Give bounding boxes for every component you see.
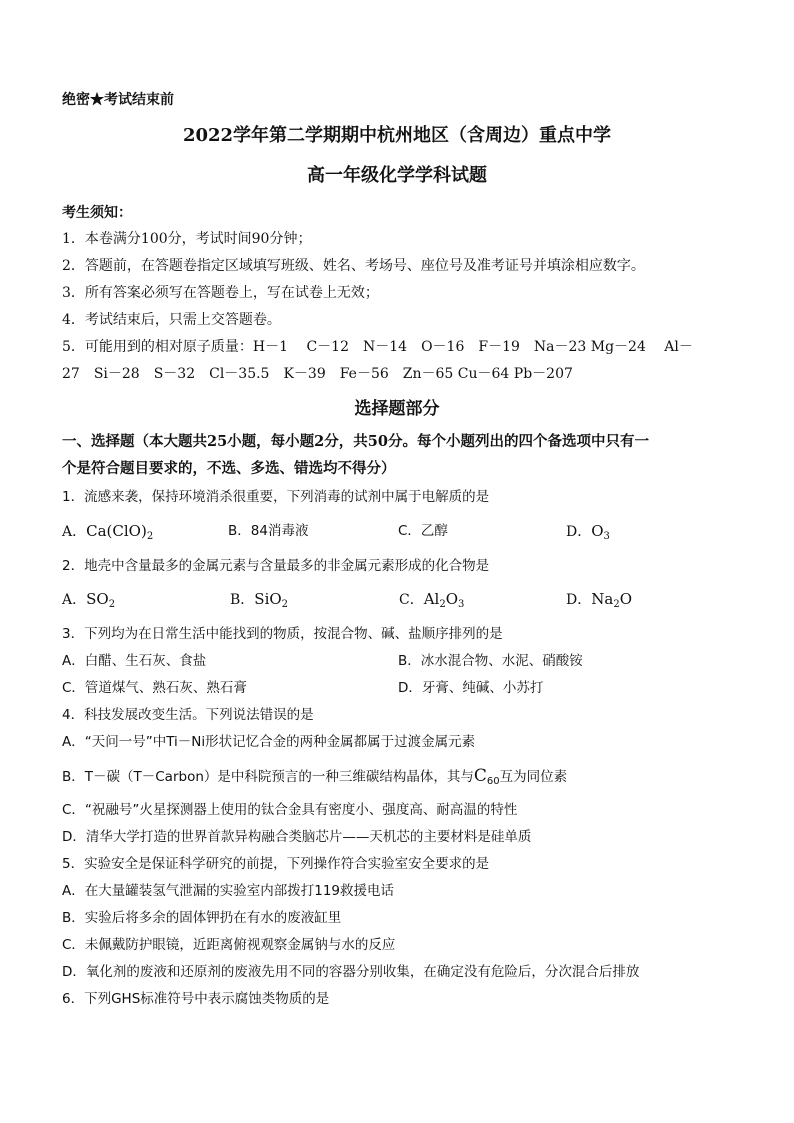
formula: O	[445, 590, 459, 608]
option-b: B．冰水混合物、水泥、硝酸铵	[398, 653, 583, 669]
option-b: B．实验后将多余的固体钾扔在有水的废液缸里	[62, 910, 342, 926]
option-c: C．管道煤气、熟石灰、熟石膏	[62, 680, 247, 696]
option-text: B．T－碳（T－Carbon）是中科院预言的一种三维碳结构晶体，其与	[62, 769, 474, 785]
subscript: 2	[281, 599, 289, 610]
question-stem: 6．下列GHS标准符号中表示腐蚀类物质的是	[62, 991, 330, 1007]
question-stem: 2．地壳中含量最多的金属元素与含量最多的非金属元素形成的化合物是	[62, 558, 490, 574]
formula: SiO	[254, 590, 282, 608]
option-label: D．	[566, 592, 592, 608]
option-label: A．	[62, 524, 87, 540]
question-stem: 5．实验安全是保证科学研究的前提，下列操作符合实验室安全要求的是	[62, 856, 490, 872]
option-c: C．“祝融号”火星探测器上使用的钛合金具有密度小、强度高、耐高温的特性	[62, 802, 518, 818]
section-instructions: 一、选择题（本大题共25小题，每小题2分，共50分。每个小题列出的四个备选项中只有一	[62, 433, 649, 450]
option-b: B．84消毒液	[228, 523, 309, 539]
option-b	[230, 589, 288, 610]
question-stem: 4．科技发展改变生活。下列说法错误的是	[62, 707, 314, 723]
option-d	[566, 589, 632, 610]
option-a: A．白醋、生石灰、食盐	[62, 653, 207, 669]
formula: O	[591, 522, 604, 540]
subscript: 2	[108, 599, 116, 610]
exam-subtitle: 高一年级化学学科试题	[307, 165, 487, 186]
option-label: D．	[566, 524, 592, 540]
option-label: A．	[62, 592, 87, 608]
option-d	[566, 521, 610, 542]
notice-item: 1．本卷满分100分，考试时间90分钟；	[62, 231, 312, 247]
notice-item: 3．所有答案必须写在答题卷上，写在试卷上无效；	[62, 285, 379, 301]
option-label: B．	[230, 592, 255, 608]
question-stem: 1．流感来袭，保持环境消杀很重要，下列消毒的试剂中属于电解质的是	[62, 489, 490, 505]
option-d: D．氧化剂的废液和还原剂的废液先用不同的容器分别收集，在确定没有危险后，分次混合后排放	[62, 964, 640, 980]
option-a: A．在大量罐装氢气泄漏的实验室内部拨打119救援电话	[62, 883, 395, 899]
option-a	[62, 521, 153, 542]
subscript: 2	[146, 531, 154, 542]
option-text: 互为同位素	[499, 769, 568, 785]
formula: C	[473, 766, 487, 786]
option-d: D．牙膏、纯碱、小苏打	[398, 680, 544, 696]
option-c: C．未佩戴防护眼镜，近距离俯视观察金属钠与水的反应	[62, 937, 396, 953]
subscript: 2	[613, 599, 620, 610]
notice-item: 2．答题前，在答题卷指定区域填写班级、姓名、考场号、座位号及准考证号并填涂相应数字。	[62, 258, 645, 274]
notice-item: 4．考试结束后，只需上交答题卷。	[62, 312, 281, 328]
option-c	[399, 589, 464, 610]
confidential-mark: 绝密★考试结束前	[62, 92, 174, 108]
section-title: 选择题部分	[354, 399, 440, 419]
exam-title: 2022学年第二学期期中杭州地区（含周边）重点中学	[182, 125, 612, 146]
subscript: 60	[486, 776, 500, 787]
notice-heading: 考生须知：	[62, 205, 132, 221]
question-stem: 3．下列均为在日常生活中能找到的物质，按混合物、碱、盐顺序排列的是	[62, 626, 503, 642]
subscript: 2	[439, 599, 446, 610]
notice-item: 27 Si－28 S－32 Cl－35.5 K－39 Fe－56 Zn－65 Cu－64 Pb－207	[62, 366, 573, 382]
option-b	[62, 766, 744, 787]
option-a: A．“天问一号”中Ti－Ni形状记忆合金的两种金属都属于过渡金属元素	[62, 734, 476, 750]
option-d: D．清华大学打造的世界首款异构融合类脑芯片——天机芯的主要材料是硅单质	[62, 829, 532, 845]
section-instructions: 个是符合题目要求的，不选、多选、错选均不得分）	[62, 460, 396, 477]
formula: SO	[86, 590, 109, 608]
subscript: 3	[603, 531, 610, 542]
formula: Al	[423, 590, 440, 608]
formula: Ca(ClO)	[86, 522, 147, 540]
option-a	[62, 589, 115, 610]
subscript: 3	[458, 599, 465, 610]
option-c: C．乙醇	[398, 523, 448, 539]
option-label: C．	[399, 592, 424, 608]
formula: Na	[591, 590, 614, 608]
formula: O	[619, 590, 632, 608]
notice-item: 5．可能用到的相对原子质量：H－1 C－12 N－14 O－16 F－19 Na－23 Mg－24 Al－	[62, 339, 693, 355]
